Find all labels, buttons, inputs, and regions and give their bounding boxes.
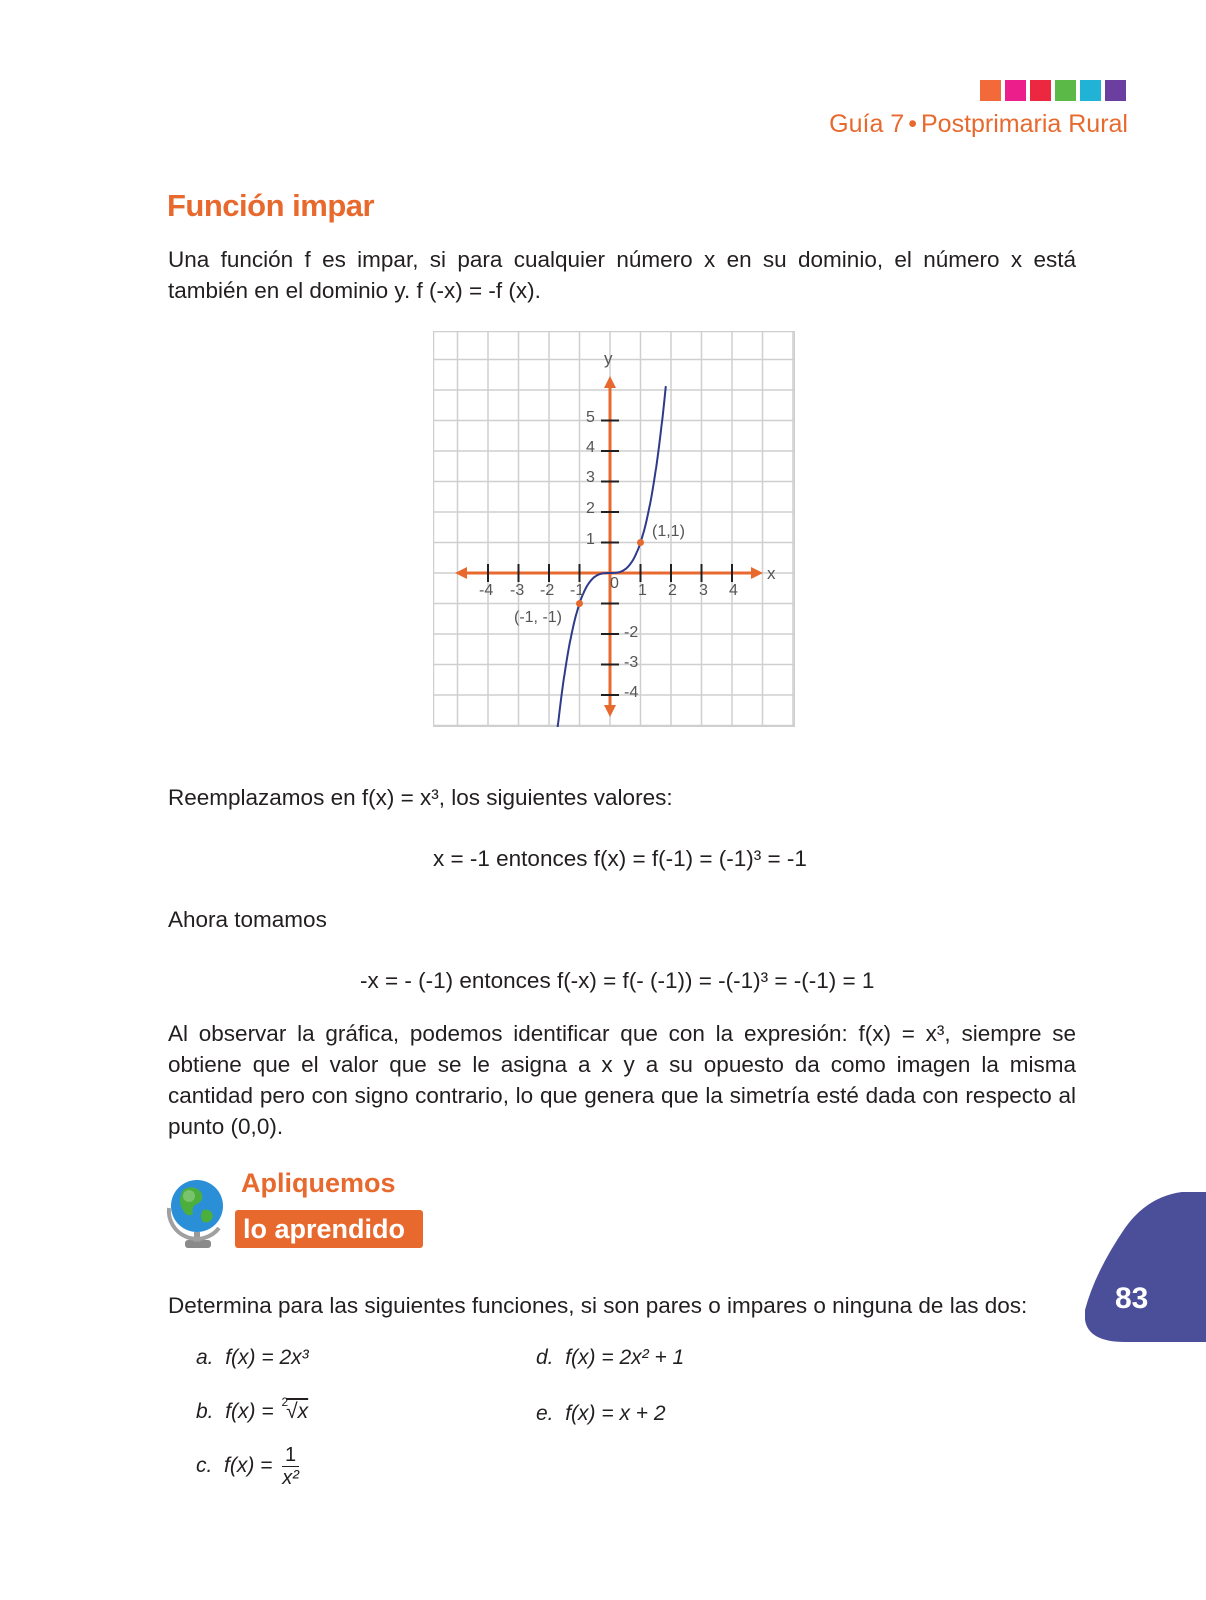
- definition-paragraph: Una función f es impar, si para cualquier número x en su dominio, el número x está también en el dominio y. f (-x) = -f (x).: [168, 247, 1076, 303]
- y-axis-label: y: [604, 349, 613, 368]
- color-swatch: [1105, 80, 1126, 101]
- exercise-expression: f(x) = 2x³: [225, 1346, 309, 1369]
- activity-instruction: Determina para las siguientes funciones, si son pares o impares o ninguna de las dos:: [168, 1293, 1028, 1318]
- exercise-e: [536, 1402, 666, 1426]
- equation-2: -x = - (-1) entonces f(-x) = f(- (-1)) = -(-1)³ = -(-1) = 1: [360, 968, 875, 993]
- program-label: Postprimaria Rural: [920, 110, 1128, 138]
- exercise-expression: f(x) =: [225, 1400, 280, 1423]
- root-index: 2: [281, 1395, 289, 1409]
- guide-label: Guía 7: [829, 110, 905, 138]
- globe-icon: [163, 1174, 231, 1252]
- x-axis-label: x: [767, 564, 776, 583]
- exercise-c: [196, 1444, 299, 1489]
- x-tick-label: -3: [510, 582, 525, 599]
- replace-text: Reemplazamos en f(x) = x³, los siguientes valores:: [168, 785, 673, 810]
- activity-title-line1: Apliquemos: [241, 1168, 396, 1198]
- x-tick-label: -4: [479, 582, 494, 599]
- equation-1: x = -1 entonces f(x) = f(-1) = (-1)³ = -1: [433, 846, 807, 871]
- origin-label: 0: [610, 575, 619, 592]
- exercise-expression: f(x) =: [224, 1454, 279, 1478]
- fraction-denominator: x²: [282, 1467, 299, 1489]
- fraction-numerator: 1: [282, 1444, 299, 1467]
- x-tick-label: 3: [699, 582, 708, 599]
- point-b-label: (-1, -1): [514, 609, 562, 626]
- point-1-1: [637, 539, 644, 546]
- exercise-expression: f(x) = 2x² + 1: [565, 1346, 685, 1369]
- exercise-expression: f(x) = x + 2: [565, 1402, 666, 1425]
- color-strip: [980, 80, 1126, 101]
- y-tick-label: -3: [624, 654, 639, 671]
- x-tick-label: -1: [570, 582, 585, 599]
- y-tick-label: 5: [586, 409, 595, 426]
- exercise-a: [196, 1346, 309, 1370]
- exercise-letter: b.: [196, 1400, 214, 1423]
- exercise-letter: a.: [196, 1346, 214, 1369]
- y-tick-label: -4: [624, 684, 639, 701]
- y-tick-label: 3: [586, 469, 595, 486]
- x-tick-label: 2: [668, 582, 677, 599]
- exercise-letter: e.: [536, 1402, 554, 1425]
- point-neg1-neg1: [576, 600, 583, 607]
- y-tick-label: 2: [586, 500, 595, 517]
- color-swatch: [1080, 80, 1101, 101]
- color-swatch: [1030, 80, 1051, 101]
- y-tick-label: -2: [624, 624, 639, 641]
- color-swatch: [1055, 80, 1076, 101]
- activity-title-line2: lo aprendido: [235, 1210, 423, 1248]
- exercise-d: [536, 1346, 684, 1370]
- exercise-letter: d.: [536, 1346, 554, 1369]
- grid: [434, 332, 795, 727]
- now-text: Ahora tomamos: [168, 907, 327, 932]
- odd-function-graph: [433, 331, 795, 727]
- color-swatch: [1005, 80, 1026, 101]
- y-tick-label: 1: [586, 531, 595, 548]
- color-swatch: [980, 80, 1001, 101]
- header-separator: •: [908, 110, 917, 138]
- section-title: Función impar: [167, 188, 375, 223]
- fraction: [282, 1444, 299, 1489]
- page-number: 83: [1115, 1282, 1149, 1315]
- exercise-b: [196, 1395, 309, 1424]
- x-tick-label: -2: [540, 582, 555, 599]
- page-tab: [1085, 1192, 1206, 1342]
- y-tick-label: 4: [586, 439, 595, 456]
- guide-header: [829, 110, 1128, 139]
- x-tick-label: 4: [729, 582, 738, 599]
- conclusion-paragraph: Al observar la gráfica, podemos identificar que con la expresión: f(x) = x³, siempre se obtiene que el valor que se le asigna a x y a su opuesto da como imagen la misma cantidad pero con signo contrario, lo que genera que la simetría esté dada con respecto al punto (0,0).: [168, 1021, 1076, 1139]
- exercise-letter: c.: [196, 1454, 213, 1478]
- radical: √x: [286, 1400, 309, 1423]
- point-a-label: (1,1): [652, 523, 685, 540]
- x-tick-label: 1: [638, 582, 647, 599]
